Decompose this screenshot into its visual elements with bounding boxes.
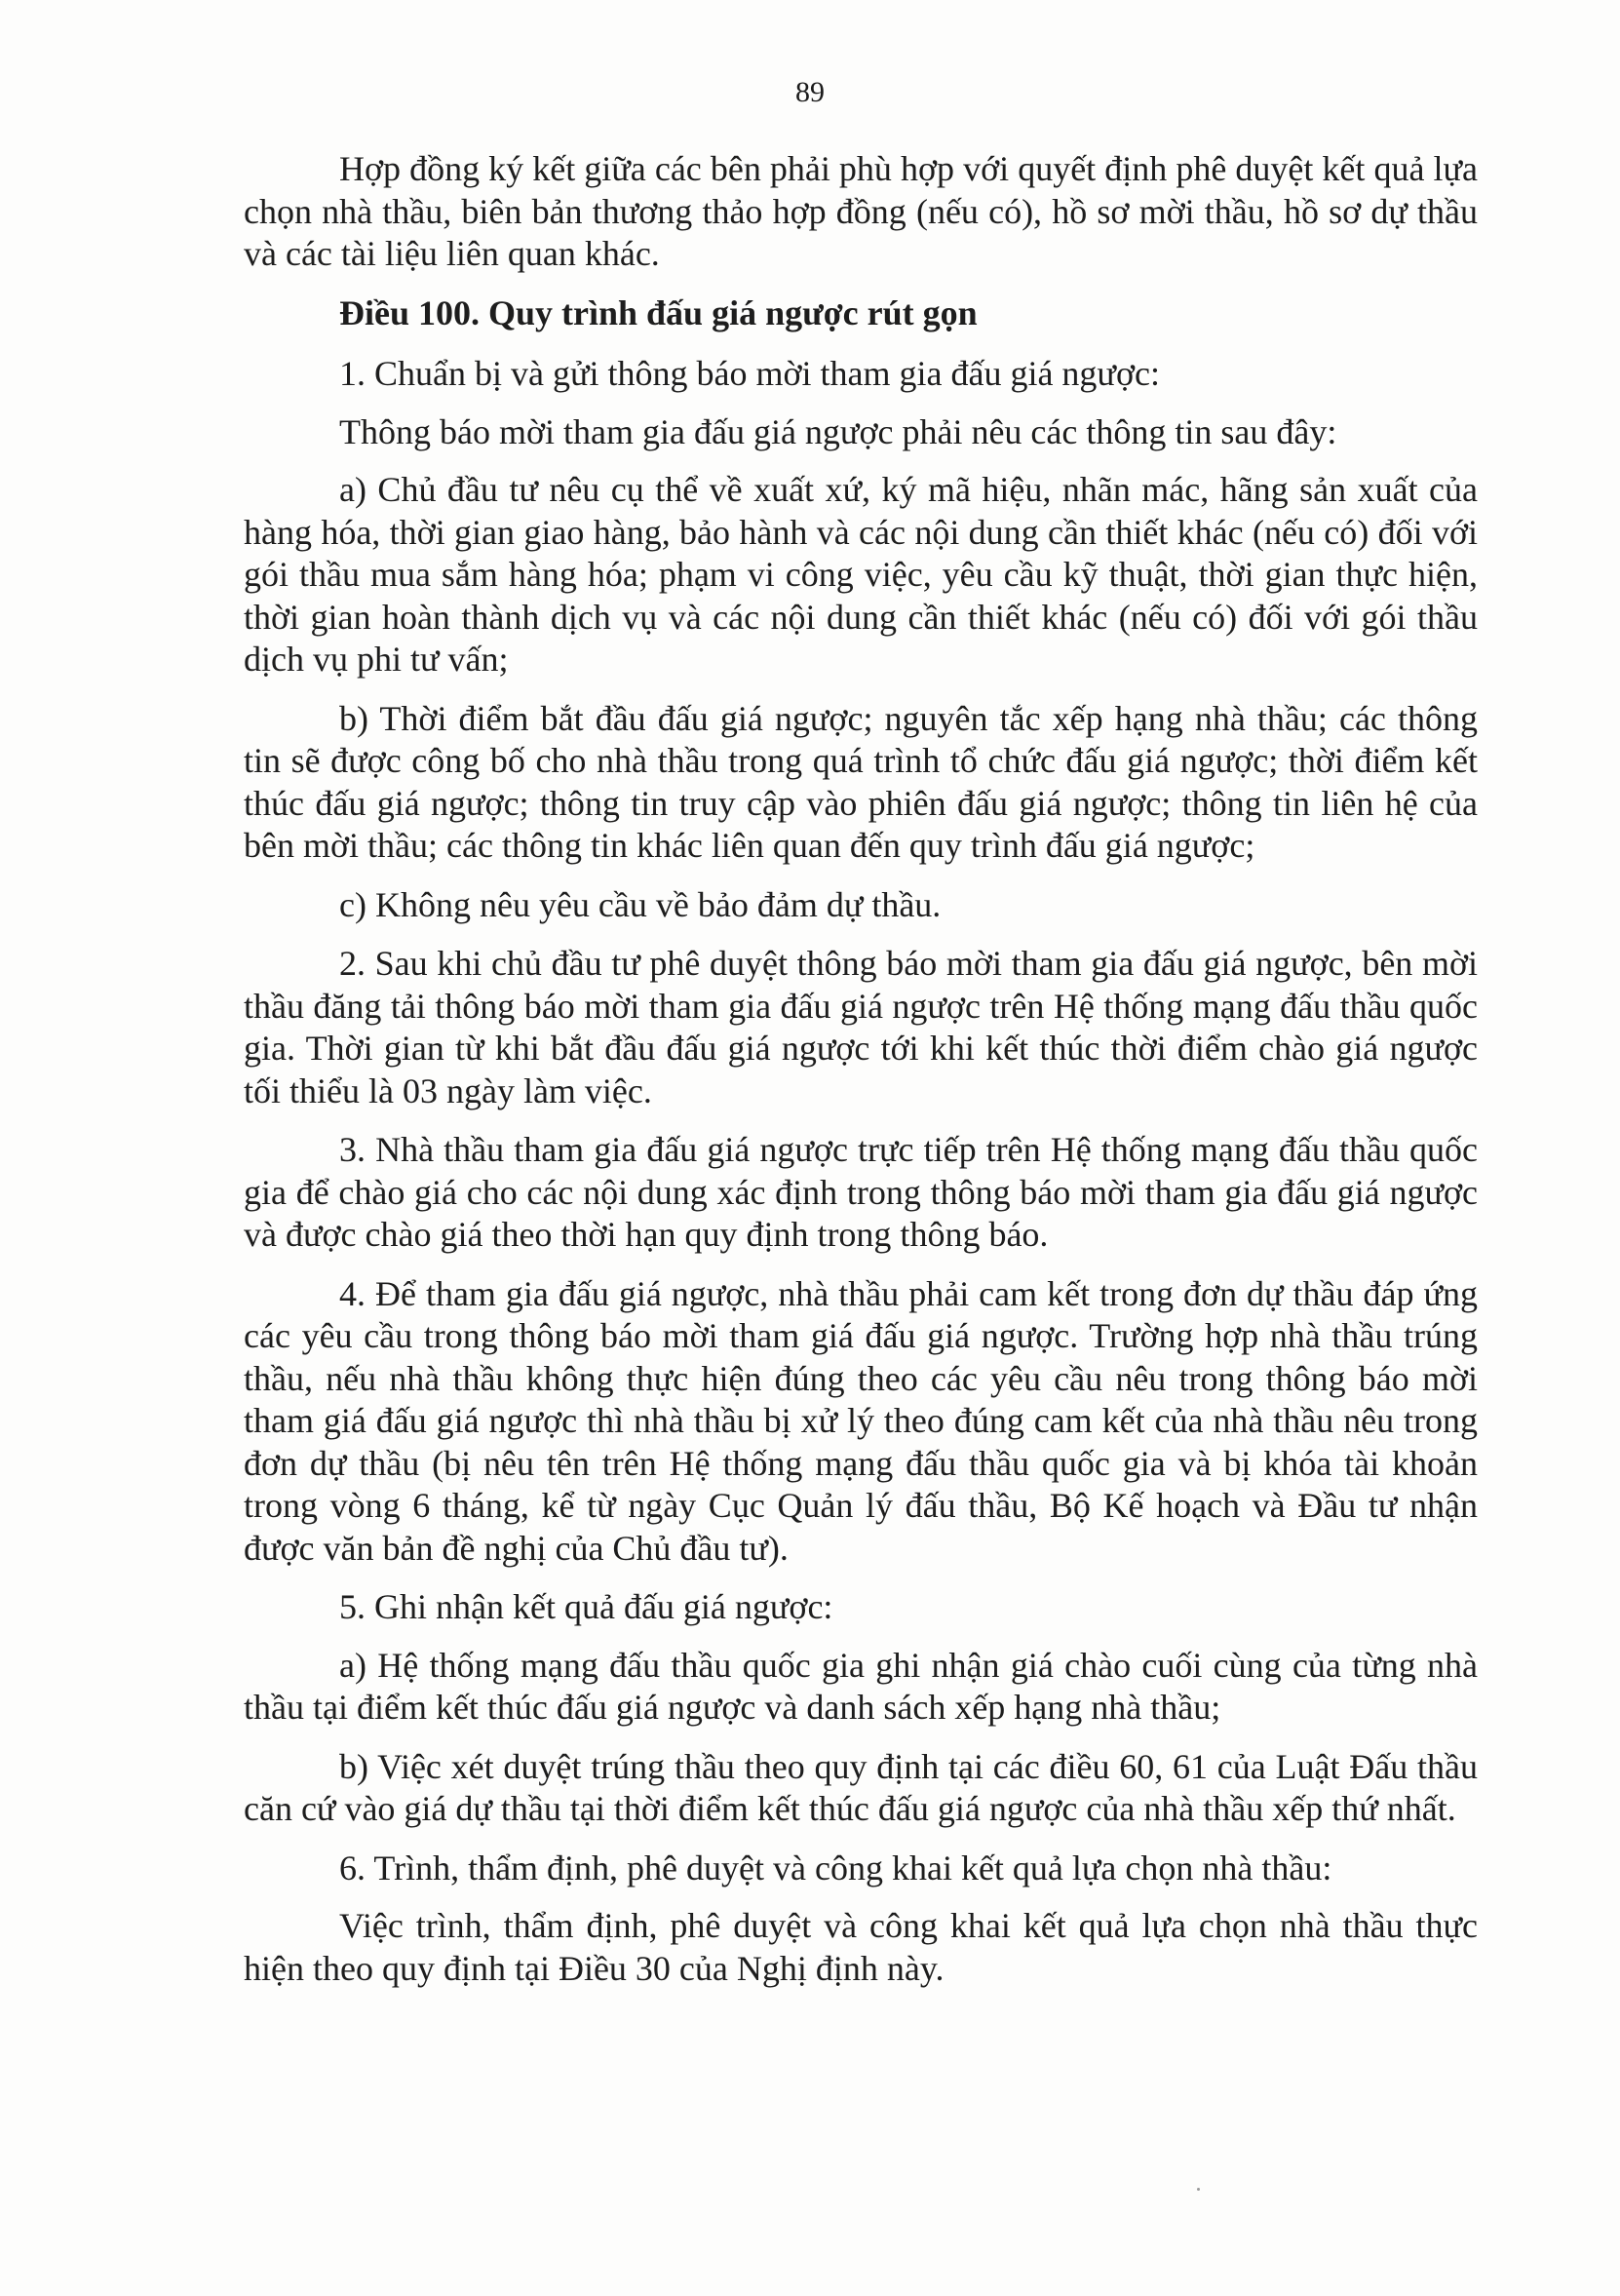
paragraph-step-5: 5. Ghi nhận kết quả đấu giá ngược: <box>339 1587 833 1626</box>
page-number: 89 <box>795 76 825 108</box>
paragraph-item-a: a) Chủ đầu tư nêu cụ thể về xuất xứ, ký mã hiệu, nhãn mác, hãng sản xuất của hàng hóa, thời gian giao hàng, bảo hành và các nội dung cần thiết khác (nếu có) đối với gói thầu mua sắm hàng hóa; phạm vi công việc, yêu cầu kỹ thuật, thời gian thực hiện, thời gian hoàn thành dịch vụ và các nội dung cần thiết khác (nếu có) đối với gói thầu dịch vụ phi tư vấn; <box>244 470 1478 679</box>
paragraph-step-6-detail: Việc trình, thẩm định, phê duyệt và công khai kết quả lựa chọn nhà thầu thực hiện theo quy định tại Điều 30 của Nghị định này. <box>244 1906 1478 1988</box>
paragraph-item-c: c) Không nêu yêu cầu về bảo đảm dự thầu. <box>339 884 942 924</box>
paragraph-step-1: 1. Chuẩn bị và gửi thông báo mời tham gia đấu giá ngược: <box>339 354 1160 393</box>
paragraph-step-2: 2. Sau khi chủ đầu tư phê duyệt thông báo mời tham gia đấu giá ngược, bên mời thầu đăng tải thông báo mời tham gia đấu giá ngược trên Hệ thống mạng đấu thầu quốc gia. Thời gian từ khi bắt đầu đấu giá ngược tới khi kết thúc thời điểm chào giá ngược tối thiểu là 03 ngày làm việc. <box>244 944 1478 1110</box>
paragraph-step-4: 4. Để tham gia đấu giá ngược, nhà thầu phải cam kết trong đơn dự thầu đáp ứng các yêu cầu trong thông báo mời tham giá đấu giá ngược. Trường hợp nhà thầu trúng thầu, nếu nhà thầu không thực hiện đúng theo các yêu cầu nêu trong thông báo mời tham giá đấu giá ngược thì nhà thầu bị xử lý theo đúng cam kết của nhà thầu nêu trong đơn dự thầu (bị nêu tên trên Hệ thống mạng đấu thầu quốc gia và bị khóa tài khoản trong vòng 6 tháng, kể từ ngày Cục Quản lý đấu thầu, Bộ Kế hoạch và Đầu tư nhận được văn bản đề nghị của Chủ đầu tư). <box>244 1273 1478 1568</box>
paragraph-notice-info: Thông báo mời tham gia đấu giá ngược phải nêu các thông tin sau đây: <box>339 411 1337 451</box>
paragraph-item-b: b) Thời điểm bắt đầu đấu giá ngược; nguyên tắc xếp hạng nhà thầu; các thông tin sẽ được công bố cho nhà thầu trong quá trình tổ chức đấu giá ngược; thời điểm kết thúc đấu giá ngược; thông tin truy cập vào phiên đấu giá ngược; thông tin liên hệ của bên mời thầu; các thông tin khác liên quan đến quy trình đấu giá ngược; <box>244 698 1478 865</box>
scan-dot-mark <box>1197 2188 1200 2191</box>
article-heading: Điều 100. Quy trình đấu giá ngược rút gọn <box>339 292 978 332</box>
paragraph-step-5a: a) Hệ thống mạng đấu thầu quốc gia ghi nhận giá chào cuối cùng của từng nhà thầu tại điểm kết thúc đấu giá ngược và danh sách xếp hạng nhà thầu; <box>244 1645 1478 1727</box>
paragraph-step-6: 6. Trình, thẩm định, phê duyệt và công khai kết quả lựa chọn nhà thầu: <box>339 1848 1332 1887</box>
document-body <box>244 148 1478 2006</box>
paragraph-contract-conformity: Hợp đồng ký kết giữa các bên phải phù hợp với quyết định phê duyệt kết quả lựa chọn nhà thầu, biên bản thương thảo hợp đồng (nếu có), hồ sơ mời thầu, hồ sơ dự thầu và các tài liệu liên quan khác. <box>244 149 1478 273</box>
paragraph-step-5b: b) Việc xét duyệt trúng thầu theo quy định tại các điều 60, 61 của Luật Đấu thầu căn cứ vào giá dự thầu tại thời điểm kết thúc đấu giá ngược của nhà thầu xếp thứ nhất. <box>244 1746 1478 1828</box>
paragraph-step-3: 3. Nhà thầu tham gia đấu giá ngược trực tiếp trên Hệ thống mạng đấu thầu quốc gia để chào giá cho các nội dung xác định trong thông báo mời tham gia đấu giá ngược và được chào giá theo thời hạn quy định trong thông báo. <box>244 1130 1478 1254</box>
